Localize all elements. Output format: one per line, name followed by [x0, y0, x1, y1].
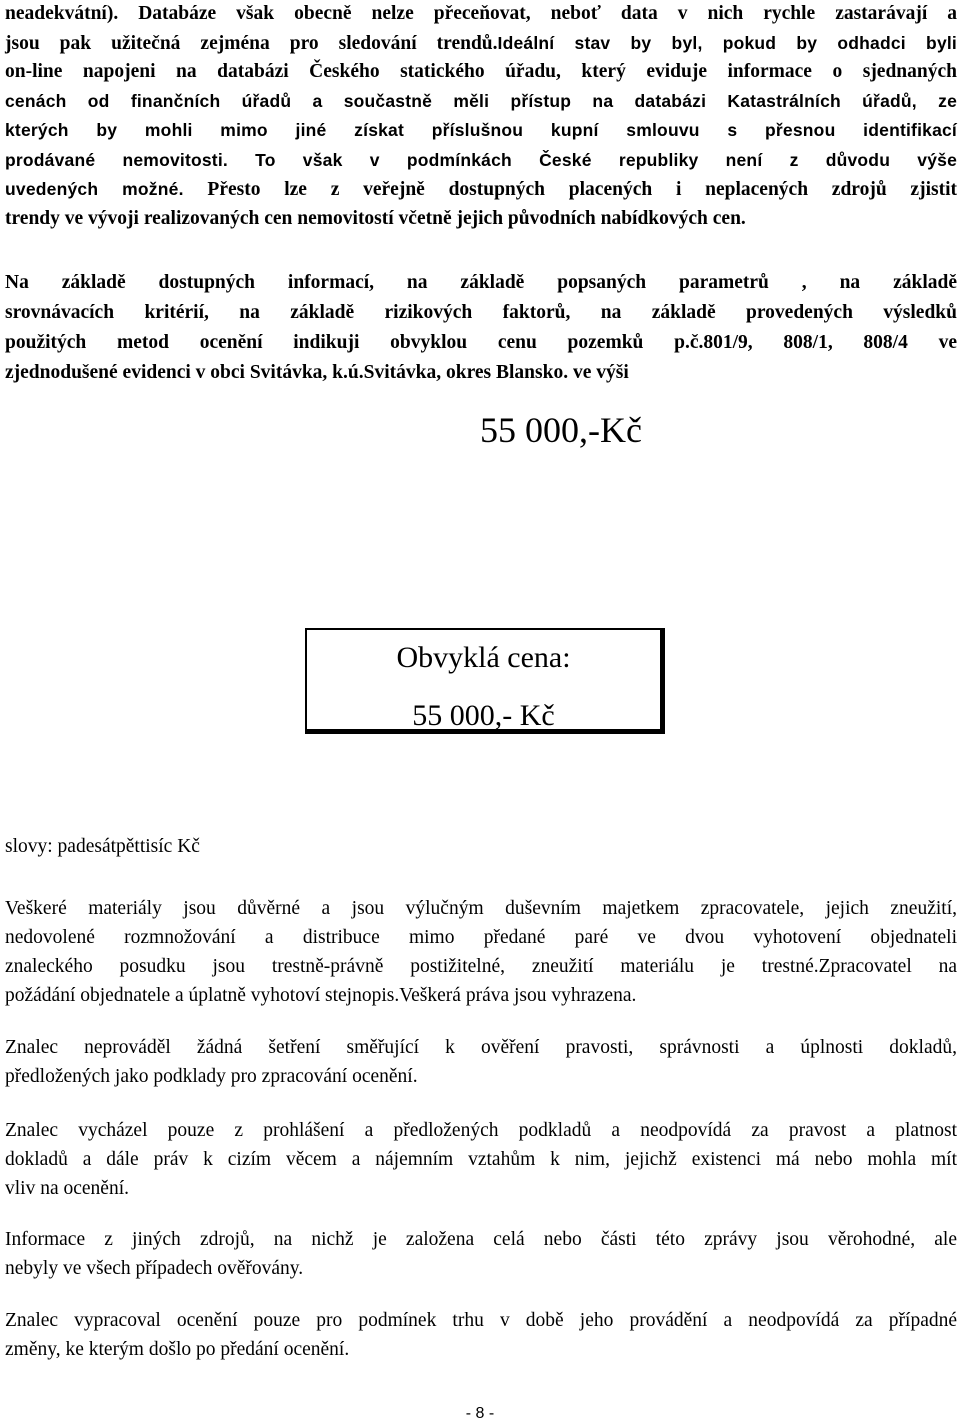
paragraph-line: Znalec neprováděl žádná šetření směřující k ověření pravosti, správnosti a úplnosti dokladů, — [5, 1037, 957, 1058]
text-run: on-line napojeni na databázi Českého statického úřadu, který eviduje informace o sjednaných — [5, 61, 957, 82]
paragraph-line: nebyly ve všech případech ověřovány. — [5, 1258, 304, 1279]
paragraph-line: Znalec vypracoval ocenění pouze pro podmínek trhu v době jeho provádění a neodpovídá za případné — [5, 1310, 957, 1331]
text-run: trendy ve vývoji realizovaných cen nemovitostí včetně jejich původních nabídkových cen. — [5, 207, 746, 229]
paragraph-line — [5, 205, 957, 234]
paragraph-line: Znalec vycházel pouze z prohlášení a předložených podkladů a neodpovídá za pravost a platnost — [5, 1120, 957, 1141]
paragraph-line: požádání objednatele a úplatně vyhotoví stejnopis.Veškerá práva jsou vyhrazena. — [5, 985, 637, 1006]
paragraph-line: Veškeré materiály jsou důvěrné a jsou výlučným duševním majetkem zpracovatele, jejich zneužití, — [5, 898, 957, 919]
text-run: Přesto lze z veřejně dostupných placených i neplacených zdrojů zjistit — [183, 179, 957, 200]
paragraph-line — [5, 0, 957, 29]
text-run: jsou pak užitečná zejména pro sledování trendů. — [5, 32, 498, 54]
disclaimer-other-sources — [5, 1225, 957, 1283]
paragraph-line: Na základě dostupných informací, na základě popsaných parametrů , na základě — [5, 272, 957, 293]
paragraph-line: vliv na ocenění. — [5, 1178, 129, 1199]
text-run: uvedených možné. — [5, 179, 184, 199]
disclaimer-documents — [5, 1116, 957, 1203]
paragraph-line: použitých metod ocenění indikuji obvyklou cenu pozemků p.č.801/9, 808/1, 808/4 ve — [5, 332, 957, 353]
paragraph-line — [5, 146, 957, 176]
page-number: - 8 - — [465, 1405, 495, 1422]
paragraph-line: změny, ke kterým došlo po předání ocenění. — [5, 1339, 350, 1360]
market-data-paragraph — [5, 0, 957, 233]
paragraph-line: Informace z jiných zdrojů, na nichž je založena celá nebo části této zprávy jsou věrohodné, ale — [5, 1229, 957, 1250]
text-run: cenách od finančních úřadů a součastně měli přístup na databázi Katastrálních úřadů, ze — [5, 90, 957, 111]
valuation-statement-paragraph — [5, 268, 957, 388]
paragraph-line: nedovolené rozmnožování a distribuce mimo předané paré ve dvou vyhotovení objednateli — [5, 927, 957, 948]
paragraph-line — [5, 175, 957, 205]
text-run: Ideální stav by byl, pokud by odhadci byli — [497, 32, 957, 53]
paragraph-line — [5, 58, 957, 87]
disclaimer-market-conditions — [5, 1306, 957, 1364]
text-run: kterých by mohli mimo jiné získat příslušnou kupní smlouvu s přesnou identifikací — [5, 120, 957, 140]
text-run: neadekvátní). Databáze však obecně nelze přeceňovat, neboť data v nich rychle zastarávají a — [5, 3, 957, 24]
indicated-price: 55 000,-Kč — [480, 410, 642, 450]
disclaimer-confidentiality — [5, 894, 957, 1010]
paragraph-line: srovnávacích kritérií, na základě rizikových faktorů, na základě provedených výsledků — [5, 302, 957, 323]
paragraph-line: předložených jako podklady pro zpracování ocenění. — [5, 1066, 418, 1087]
disclaimer-no-verification — [5, 1033, 957, 1091]
paragraph-line — [5, 29, 957, 59]
usual-price-value: 55 000,- Kč — [412, 699, 555, 732]
usual-price-title: Obvyklá cena: — [396, 641, 571, 674]
paragraph-line: znaleckého posudku jsou trestně-právně postižitelné, zneužití materiálu je trestné.Zpracovatel na — [5, 956, 957, 977]
paragraph-line: zjednodušené evidenci v obci Svitávka, k.ú.Svitávka, okres Blansko. ve výši — [5, 362, 629, 383]
usual-price-box — [305, 628, 665, 734]
paragraph-line: dokladů a dále práv k cizím věcem a nájemním vztahům k nim, jejichž existenci má nebo mohla mít — [5, 1149, 957, 1170]
price-in-words: slovy: padesátpěttisíc Kč — [5, 836, 200, 857]
paragraph-line — [5, 116, 957, 146]
paragraph-line — [5, 87, 957, 117]
text-run: prodávané nemovitosti. To však v podmínkách České republiky není z důvodu výše — [5, 149, 957, 170]
